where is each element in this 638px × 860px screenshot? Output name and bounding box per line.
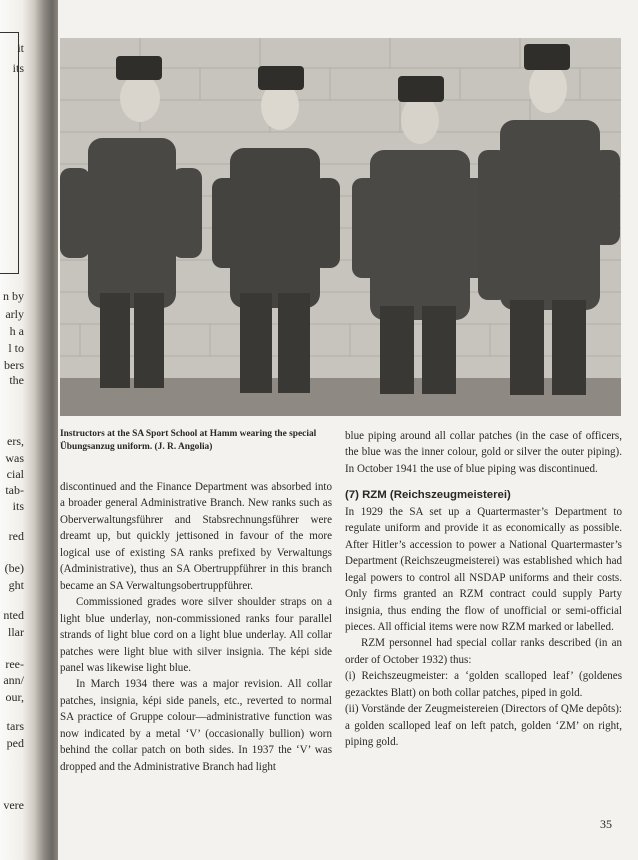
gutter-fragment: ght [8,578,24,592]
gutter-fragment: bers [4,358,24,372]
gutter-fragment: arly [5,307,24,321]
paragraph: In March 1934 there was a major revision. All collar patches, insignia, képi side panels, etc., reverted to normal SA practice of Gruppe colour—administrative function was now indicated by a metal ‘V’ (occasionally bullion) worn behind the collar patch on both sides. In 1937 the ‘V’ was dropped and the Administrative Branch had light [60,678,332,773]
paragraph: discontinued and the Finance Department was absorbed into a broader general Administrative Branch. New ranks such as Oberverwaltungsführer and Stabsrechnungsführer were dreamt up, but quickly jettisoned in favour of the more logical use of existing SA ranks prefixed by Verwaltungs (Administrative), thus an SA Obertruppführer in this branch became an SA Verwaltungsobertruppführer. [60,481,332,592]
gutter-fragment: red [8,529,24,543]
gutter-fragment: was [5,451,24,465]
right-column [345,428,622,751]
section-heading: (7) RZM (Reichszeugmeisterei) [345,489,511,502]
page-number: 35 [600,817,612,831]
photo-caption: Instructors at the SA Sport School at Hamm wearing the special Übungsanzug uniform. (J. R. Angolia) [60,429,317,452]
gutter-fragment: h a [9,324,24,338]
gutter-fragment: l to [8,341,24,355]
gutter-fragment: llar [8,625,24,639]
gutter-fragment: vere [3,798,24,812]
gutter-fragment: ped [6,736,24,750]
photograph-instructors [60,38,621,416]
left-column [60,479,332,775]
gutter-fragment: the [9,373,24,387]
list-item: (ii) Vorstände der Zeugmeistereien (Directors of QMe depôts): a golden scalloped leaf on left patch, golden ‘ZM’ on right, piping gold. [345,703,622,749]
gutter-fragment: (be) [4,561,24,575]
gutter-fragment: our, [5,690,24,704]
paragraph: In 1929 the SA set up a Quartermaster’s Department to regulate uniform and provide it as economically as possible. After Hitler’s accession to power a National Quartermaster’s Department (Reichszeugmeisterei) was established which had legal powers to control all NSDAP uniforms and their costs. Only firms granted an RZM contract could supply Party insignia, thus ending the flow of unofficial or semi-official pieces. All official items were now RZM marked or labelled. [345,505,622,633]
gutter-fragment: cial [6,467,24,481]
gutter-fragment: nted [3,608,24,622]
gutter-fragment: its [12,499,24,513]
paragraph: RZM personnel had special collar ranks described (in an order of October 1932) thus: [345,637,622,666]
gutter-fragment: ers, [7,434,24,448]
gutter-fragment: tars [6,719,24,733]
paragraph: Commissioned grades wore silver shoulder straps on a light blue underlay, non-commissioned ranks four parallel strands of light blue cord on a light blue underlay. All collar patches were light blue with silver insignia. The képi side panel was likewise light blue. [60,596,332,674]
gutter-fragment: it [17,41,24,55]
gutter-fragment: ann/ [3,673,24,687]
paragraph: blue piping around all collar patches (in the case of officers, the blue was the inner colour, gold or silver the outer piping). In October 1941 the use of blue piping was discontinued. [345,430,622,475]
gutter-fragment: ree- [5,657,24,671]
gutter-fragment: n by [3,289,24,303]
gutter-fragment: its [12,61,24,75]
photo-illustration [60,38,621,416]
list-item: (i) Reichszeugmeister: a ‘golden scalloped leaf’ (goldenes gezacktes Blatt) on both collar patches, piped in gold. [345,670,622,699]
gutter-fragment: tab- [5,483,24,497]
